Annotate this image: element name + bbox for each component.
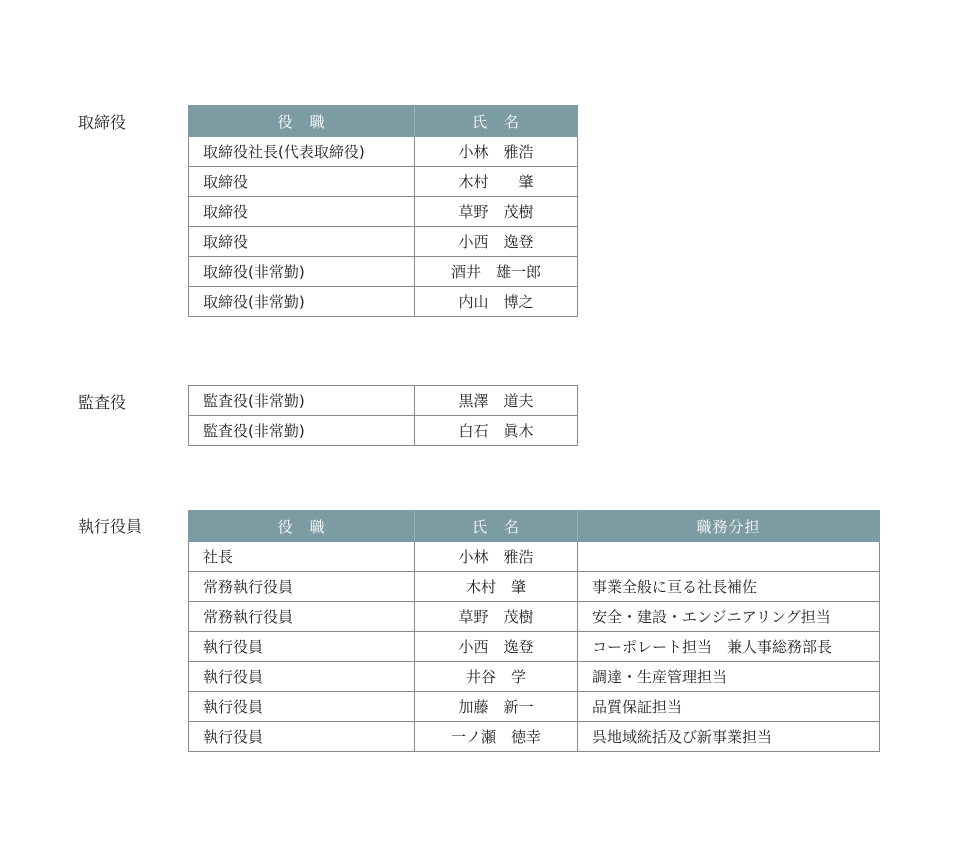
name-cell: 白石 眞木 bbox=[415, 416, 578, 446]
position-cell: 取締役社長(代表取締役) bbox=[189, 137, 415, 167]
duty-cell: 調達・生産管理担当 bbox=[578, 662, 880, 692]
name-cell: 草野 茂樹 bbox=[415, 197, 578, 227]
table-row bbox=[189, 287, 578, 317]
position-cell: 常務執行役員 bbox=[189, 572, 415, 602]
name-cell: 黒澤 道夫 bbox=[415, 386, 578, 416]
position-cell: 取締役 bbox=[189, 167, 415, 197]
position-cell: 執行役員 bbox=[189, 692, 415, 722]
duty-cell: 安全・建設・エンジニアリング担当 bbox=[578, 602, 880, 632]
position-cell: 執行役員 bbox=[189, 632, 415, 662]
position-cell: 監査役(非常勤) bbox=[189, 416, 415, 446]
board-header-position: 役 職 bbox=[189, 106, 415, 137]
duty-cell: 事業全般に亘る社長補佐 bbox=[578, 572, 880, 602]
auditors-table bbox=[188, 385, 578, 446]
executives-header-duty: 職務分担 bbox=[578, 511, 880, 542]
position-cell: 取締役 bbox=[189, 227, 415, 257]
executives-header-row bbox=[189, 511, 880, 542]
table-row bbox=[189, 416, 578, 446]
position-cell: 取締役(非常勤) bbox=[189, 287, 415, 317]
name-cell: 木村 肇 bbox=[415, 167, 578, 197]
board-header-row bbox=[189, 106, 578, 137]
executives-table bbox=[188, 510, 880, 752]
position-cell: 取締役 bbox=[189, 197, 415, 227]
position-cell: 社長 bbox=[189, 542, 415, 572]
table-row bbox=[189, 257, 578, 287]
table-row bbox=[189, 197, 578, 227]
table-row bbox=[189, 632, 880, 662]
duty-cell: 呉地域統括及び新事業担当 bbox=[578, 722, 880, 752]
name-cell: 酒井 雄一郎 bbox=[415, 257, 578, 287]
position-cell: 執行役員 bbox=[189, 662, 415, 692]
executives-section-label: 執行役員 bbox=[78, 517, 143, 536]
executives-header-name: 氏 名 bbox=[415, 511, 578, 542]
duty-cell: 品質保証担当 bbox=[578, 692, 880, 722]
position-cell: 監査役(非常勤) bbox=[189, 386, 415, 416]
table-row bbox=[189, 386, 578, 416]
position-cell: 取締役(非常勤) bbox=[189, 257, 415, 287]
board-section-label: 取締役 bbox=[78, 113, 127, 132]
executives-header-position: 役 職 bbox=[189, 511, 415, 542]
board-table bbox=[188, 105, 578, 317]
board-header-name: 氏 名 bbox=[415, 106, 578, 137]
name-cell: 加藤 新一 bbox=[415, 692, 578, 722]
name-cell: 小西 逸登 bbox=[415, 632, 578, 662]
name-cell: 内山 博之 bbox=[415, 287, 578, 317]
table-row bbox=[189, 572, 880, 602]
name-cell: 井谷 学 bbox=[415, 662, 578, 692]
position-cell: 執行役員 bbox=[189, 722, 415, 752]
name-cell: 小西 逸登 bbox=[415, 227, 578, 257]
table-row bbox=[189, 167, 578, 197]
name-cell: 草野 茂樹 bbox=[415, 602, 578, 632]
table-row bbox=[189, 137, 578, 167]
auditors-section-label: 監査役 bbox=[78, 393, 127, 412]
table-row bbox=[189, 602, 880, 632]
position-cell: 常務執行役員 bbox=[189, 602, 415, 632]
table-row bbox=[189, 722, 880, 752]
name-cell: 一ノ瀬 徳幸 bbox=[415, 722, 578, 752]
table-row bbox=[189, 662, 880, 692]
table-row bbox=[189, 692, 880, 722]
duty-cell: コーポレート担当 兼人事総務部長 bbox=[578, 632, 880, 662]
name-cell: 小林 雅浩 bbox=[415, 137, 578, 167]
duty-cell bbox=[578, 542, 880, 572]
name-cell: 小林 雅浩 bbox=[415, 542, 578, 572]
name-cell: 木村 肇 bbox=[415, 572, 578, 602]
table-row bbox=[189, 542, 880, 572]
table-row bbox=[189, 227, 578, 257]
